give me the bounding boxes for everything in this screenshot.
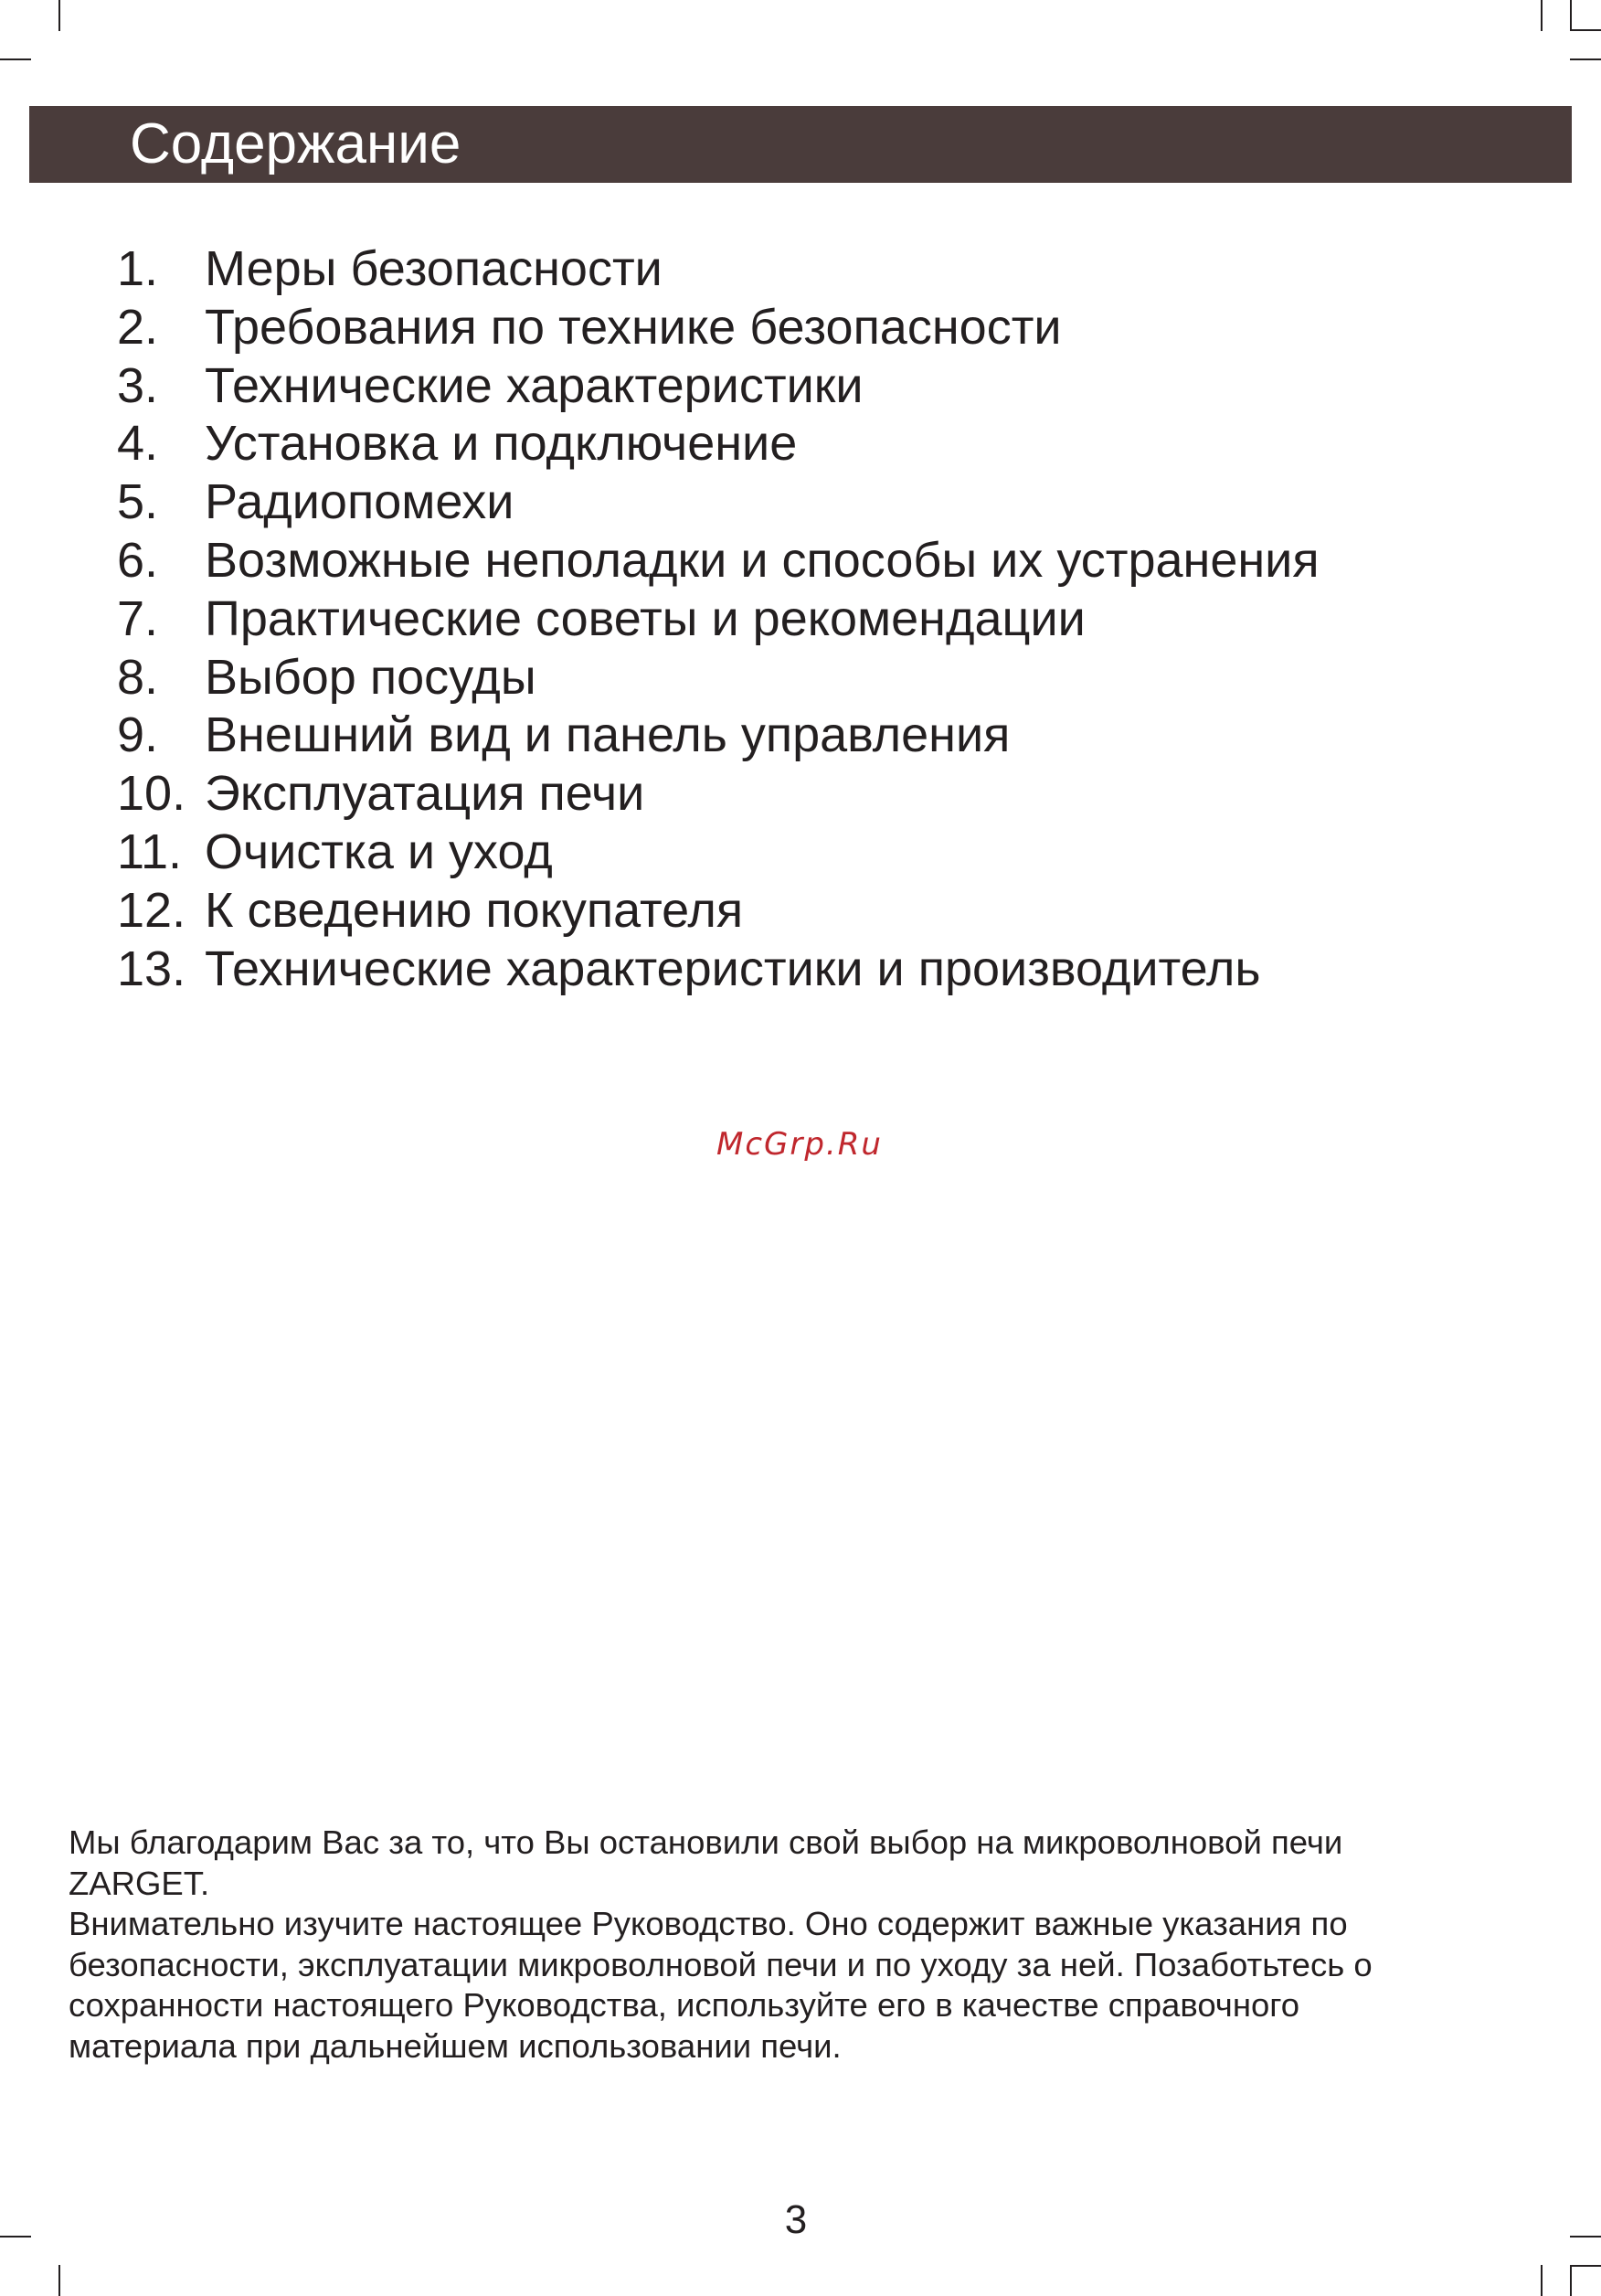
toc-item[interactable] <box>117 473 1320 531</box>
watermark-text: McGrp.Ru <box>716 1126 883 1163</box>
toc-item-number: 12. <box>117 882 186 938</box>
intro-line: ZARGET. <box>69 1864 210 1902</box>
toc-item-number: 11. <box>117 824 183 879</box>
toc-item-label: Установка и подключение <box>205 416 798 472</box>
toc-item[interactable] <box>117 940 1320 998</box>
toc-item-number: 4. <box>117 416 159 472</box>
crop-mark <box>58 0 60 31</box>
crop-mark <box>1570 2265 1601 2267</box>
toc-item-label: Радиопомехи <box>205 474 514 530</box>
intro-line: Внимательно изучите настоящее Руководство. Оно содержит важные указания по <box>69 1905 1348 1942</box>
toc-item[interactable] <box>117 531 1320 590</box>
crop-mark <box>0 58 31 60</box>
page-number: 3 <box>784 2197 808 2242</box>
crop-mark <box>1570 2265 1572 2296</box>
crop-mark <box>1570 0 1572 31</box>
toc-item-label: Меры безопасности <box>205 241 663 296</box>
toc-item[interactable] <box>117 648 1320 707</box>
toc-item-number: 3. <box>117 357 159 413</box>
toc-item-number: 1. <box>117 241 159 296</box>
intro-line: Мы благодарим Вас за то, что Вы остановили свой выбор на микроволновой печи <box>69 1823 1343 1861</box>
toc-item-number: 13. <box>117 941 186 996</box>
toc-item-number: 7. <box>117 590 159 646</box>
toc-item-number: 8. <box>117 649 159 705</box>
toc-item-label: Технические характеристики и производитель <box>205 941 1261 996</box>
toc-item-number: 10. <box>117 766 186 822</box>
toc-item[interactable] <box>117 298 1320 356</box>
toc-item-label: Внешний вид и панель управления <box>205 707 1011 763</box>
toc-item-number: 6. <box>117 532 159 588</box>
toc-item-number: 9. <box>117 707 159 763</box>
crop-mark <box>58 2265 60 2296</box>
crop-mark <box>1570 58 1601 60</box>
toc-item-label: К сведению покупателя <box>205 882 744 938</box>
toc-item-label: Технические характеристики <box>205 357 864 413</box>
toc-item-label: Требования по технике безопасности <box>205 299 1062 355</box>
toc-item[interactable] <box>117 414 1320 473</box>
crop-mark <box>1541 2265 1543 2296</box>
intro-line: безопасности, эксплуатации микроволновой печи и по уходу за ней. Позаботьтесь о <box>69 1945 1373 1983</box>
intro-line: сохранности настоящего Руководства, используйте его в качестве справочного <box>69 1986 1300 2024</box>
page-title: Содержание <box>130 112 461 175</box>
toc-item-label: Практические советы и рекомендации <box>205 590 1086 646</box>
crop-mark <box>1541 0 1543 31</box>
toc-item-number: 2. <box>117 299 159 355</box>
toc-item[interactable] <box>117 764 1320 823</box>
table-of-contents <box>117 239 1320 997</box>
crop-mark <box>0 2236 31 2238</box>
toc-item[interactable] <box>117 823 1320 881</box>
toc-item[interactable] <box>117 590 1320 648</box>
toc-item-label: Очистка и уход <box>205 824 553 879</box>
toc-item-label: Возможные неполадки и способы их устранения <box>205 532 1320 588</box>
crop-mark <box>1570 29 1601 31</box>
section-header-bar <box>29 106 1572 183</box>
toc-item[interactable] <box>117 881 1320 940</box>
toc-item[interactable] <box>117 239 1320 298</box>
crop-mark <box>1570 2236 1601 2238</box>
toc-item[interactable] <box>117 706 1320 764</box>
toc-item-number: 5. <box>117 474 159 530</box>
intro-paragraph <box>69 1823 1531 2067</box>
toc-item[interactable] <box>117 356 1320 415</box>
toc-item-label: Эксплуатация печи <box>205 766 645 822</box>
toc-item-label: Выбор посуды <box>205 649 536 705</box>
intro-line: материала при дальнейшем использовании печи. <box>69 2026 842 2065</box>
